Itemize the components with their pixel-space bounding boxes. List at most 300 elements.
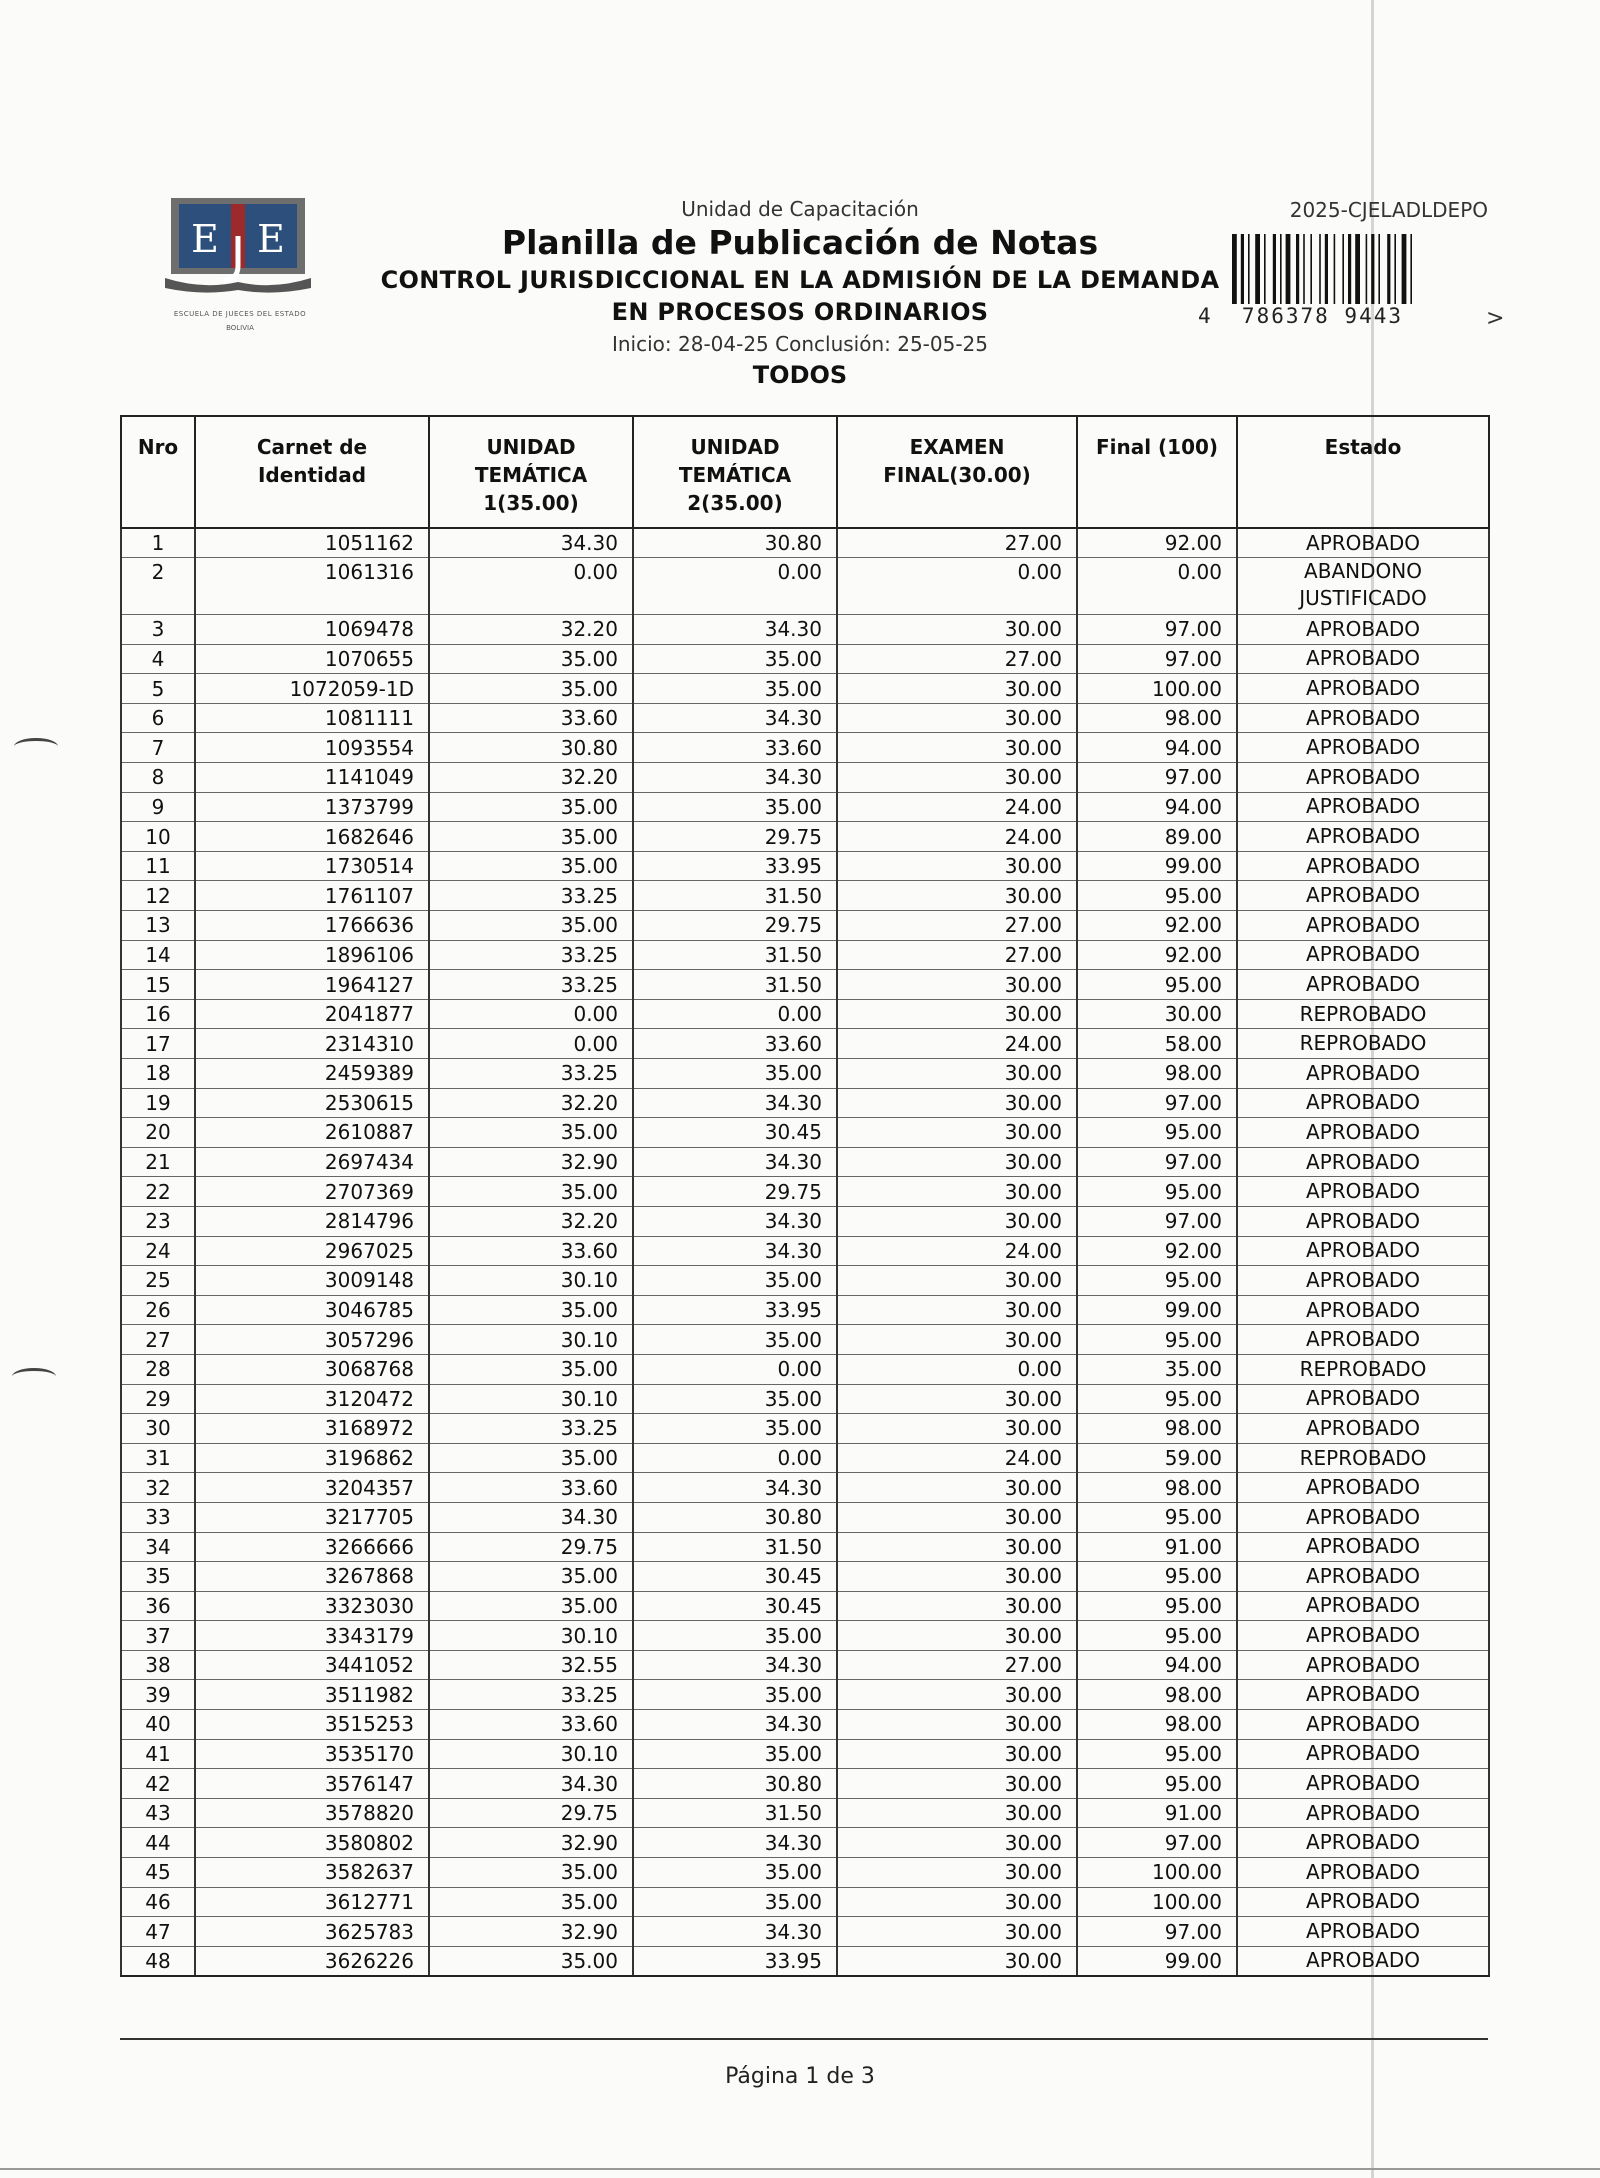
cell-unidad-2: 35.00 xyxy=(633,644,837,674)
cell-final: 89.00 xyxy=(1077,822,1237,852)
cell-unidad-2: 33.95 xyxy=(633,1295,837,1325)
cell-estado: APROBADO xyxy=(1237,1946,1489,1976)
cell-estado: APROBADO xyxy=(1237,674,1489,704)
cell-examen-final: 27.00 xyxy=(837,940,1077,970)
table-row xyxy=(121,528,1489,558)
cell-estado: APROBADO xyxy=(1237,970,1489,1000)
cell-final: 99.00 xyxy=(1077,851,1237,881)
barcode-number: 4 786378 9443 xyxy=(1198,304,1404,328)
cell-unidad-1: 34.30 xyxy=(429,1769,633,1799)
cell-unidad-1: 35.00 xyxy=(429,1177,633,1207)
table-row xyxy=(121,1354,1489,1384)
table-row xyxy=(121,1769,1489,1799)
cell-carnet: 1081111 xyxy=(195,703,429,733)
cell-nro: 20 xyxy=(121,1118,195,1148)
svg-text:E: E xyxy=(191,217,219,261)
cell-nro: 1 xyxy=(121,528,195,558)
cell-estado: APROBADO xyxy=(1237,1621,1489,1651)
table-row xyxy=(121,1147,1489,1177)
cell-nro: 29 xyxy=(121,1384,195,1414)
cell-carnet: 3626226 xyxy=(195,1946,429,1976)
cell-nro: 17 xyxy=(121,1029,195,1059)
cell-carnet: 2041877 xyxy=(195,999,429,1029)
logo-caption-country: BOLIVIA xyxy=(226,324,254,332)
cell-unidad-1: 35.00 xyxy=(429,1118,633,1148)
cell-nro: 13 xyxy=(121,911,195,941)
cell-carnet: 1761107 xyxy=(195,881,429,911)
cell-nro: 18 xyxy=(121,1059,195,1089)
cell-examen-final: 30.00 xyxy=(837,1828,1077,1858)
cell-carnet: 3046785 xyxy=(195,1295,429,1325)
cell-unidad-1: 35.00 xyxy=(429,1887,633,1917)
cell-unidad-1: 35.00 xyxy=(429,1591,633,1621)
course-name-line2: EN PROCESOS ORDINARIOS xyxy=(611,298,989,326)
barcode-icon xyxy=(1228,234,1460,314)
cell-carnet: 3580802 xyxy=(195,1828,429,1858)
cell-nro: 30 xyxy=(121,1414,195,1444)
cell-carnet: 3582637 xyxy=(195,1858,429,1888)
cell-unidad-2: 35.00 xyxy=(633,1325,837,1355)
cell-examen-final: 27.00 xyxy=(837,528,1077,558)
cell-examen-final: 30.00 xyxy=(837,1887,1077,1917)
cell-nro: 16 xyxy=(121,999,195,1029)
cell-estado: APROBADO xyxy=(1237,1739,1489,1769)
cell-final: 100.00 xyxy=(1077,674,1237,704)
cell-final: 94.00 xyxy=(1077,792,1237,822)
cell-carnet: 2314310 xyxy=(195,1029,429,1059)
cell-nro: 43 xyxy=(121,1798,195,1828)
table-row xyxy=(121,1946,1489,1976)
cell-examen-final: 0.00 xyxy=(837,1354,1077,1384)
cell-unidad-2: 0.00 xyxy=(633,1443,837,1473)
chevron-right-icon: > xyxy=(1486,306,1505,331)
cell-estado: APROBADO xyxy=(1237,1650,1489,1680)
cell-nro: 33 xyxy=(121,1502,195,1532)
cell-examen-final: 30.00 xyxy=(837,1798,1077,1828)
document-header xyxy=(300,196,1300,392)
cell-unidad-2: 34.30 xyxy=(633,1088,837,1118)
cell-unidad-1: 30.10 xyxy=(429,1739,633,1769)
cell-estado: APROBADO xyxy=(1237,615,1489,645)
cell-carnet: 3625783 xyxy=(195,1917,429,1947)
cell-carnet: 1373799 xyxy=(195,792,429,822)
cell-estado: APROBADO xyxy=(1237,940,1489,970)
cell-final: 91.00 xyxy=(1077,1798,1237,1828)
table-row xyxy=(121,763,1489,793)
cell-unidad-1: 0.00 xyxy=(429,1029,633,1059)
cell-unidad-2: 34.30 xyxy=(633,1917,837,1947)
cell-final: 98.00 xyxy=(1077,703,1237,733)
cell-estado: APROBADO xyxy=(1237,1147,1489,1177)
cell-nro: 42 xyxy=(121,1769,195,1799)
table-row xyxy=(121,1266,1489,1296)
cell-nro: 44 xyxy=(121,1828,195,1858)
cell-unidad-1: 33.25 xyxy=(429,1059,633,1089)
cell-estado: APROBADO xyxy=(1237,1059,1489,1089)
cell-unidad-2: 33.60 xyxy=(633,733,837,763)
cell-unidad-1: 32.20 xyxy=(429,1088,633,1118)
table-row xyxy=(121,1621,1489,1651)
cell-final: 92.00 xyxy=(1077,1236,1237,1266)
cell-final: 0.00 xyxy=(1077,558,1237,615)
cell-estado: APROBADO xyxy=(1237,911,1489,941)
cell-carnet: 3323030 xyxy=(195,1591,429,1621)
cell-unidad-1: 33.25 xyxy=(429,970,633,1000)
cell-unidad-2: 29.75 xyxy=(633,822,837,852)
table-row xyxy=(121,1206,1489,1236)
cell-carnet: 2967025 xyxy=(195,1236,429,1266)
cell-nro: 10 xyxy=(121,822,195,852)
cell-final: 30.00 xyxy=(1077,999,1237,1029)
cell-unidad-1: 30.10 xyxy=(429,1325,633,1355)
cell-estado: APROBADO xyxy=(1237,792,1489,822)
course-name-line1: CONTROL JURISDICCIONAL EN LA ADMISIÓN DE LA DEMANDA xyxy=(380,266,1220,294)
table-row xyxy=(121,1739,1489,1769)
table-row xyxy=(121,558,1489,615)
table-row xyxy=(121,822,1489,852)
cell-unidad-1: 30.10 xyxy=(429,1384,633,1414)
cell-unidad-2: 0.00 xyxy=(633,1354,837,1384)
cell-final: 92.00 xyxy=(1077,940,1237,970)
cell-nro: 15 xyxy=(121,970,195,1000)
cell-unidad-2: 30.45 xyxy=(633,1562,837,1592)
cell-unidad-1: 32.90 xyxy=(429,1147,633,1177)
table-row xyxy=(121,615,1489,645)
header-nro: Nro xyxy=(121,416,195,528)
cell-examen-final: 30.00 xyxy=(837,1739,1077,1769)
cell-unidad-2: 35.00 xyxy=(633,1887,837,1917)
page-bottom-edge xyxy=(0,2168,1600,2170)
table-row xyxy=(121,1295,1489,1325)
cell-unidad-2: 35.00 xyxy=(633,1680,837,1710)
cell-estado: APROBADO xyxy=(1237,1710,1489,1740)
cell-unidad-2: 35.00 xyxy=(633,674,837,704)
cell-final: 35.00 xyxy=(1077,1354,1237,1384)
cell-carnet: 2697434 xyxy=(195,1147,429,1177)
cell-carnet: 1896106 xyxy=(195,940,429,970)
cell-examen-final: 30.00 xyxy=(837,881,1077,911)
cell-examen-final: 30.00 xyxy=(837,615,1077,645)
cell-estado: APROBADO xyxy=(1237,1591,1489,1621)
cell-unidad-1: 32.20 xyxy=(429,615,633,645)
cell-unidad-1: 33.60 xyxy=(429,1710,633,1740)
cell-nro: 38 xyxy=(121,1650,195,1680)
table-row xyxy=(121,1384,1489,1414)
cell-unidad-1: 35.00 xyxy=(429,1443,633,1473)
cell-final: 97.00 xyxy=(1077,1088,1237,1118)
cell-unidad-1: 35.00 xyxy=(429,822,633,852)
table-row xyxy=(121,703,1489,733)
cell-unidad-1: 32.20 xyxy=(429,763,633,793)
table-row xyxy=(121,1325,1489,1355)
cell-estado: APROBADO xyxy=(1237,1532,1489,1562)
cell-unidad-2: 33.95 xyxy=(633,1946,837,1976)
unit-label: Unidad de Capacitación xyxy=(681,197,919,221)
cell-final: 99.00 xyxy=(1077,1946,1237,1976)
cell-final: 97.00 xyxy=(1077,644,1237,674)
cell-final: 95.00 xyxy=(1077,1562,1237,1592)
cell-estado: REPROBADO xyxy=(1237,999,1489,1029)
table-body xyxy=(121,528,1489,1976)
cell-examen-final: 27.00 xyxy=(837,644,1077,674)
cell-unidad-2: 31.50 xyxy=(633,940,837,970)
cell-final: 95.00 xyxy=(1077,1502,1237,1532)
table-row xyxy=(121,851,1489,881)
cell-final: 98.00 xyxy=(1077,1059,1237,1089)
cell-estado: APROBADO xyxy=(1237,1562,1489,1592)
table-row xyxy=(121,1650,1489,1680)
cell-examen-final: 30.00 xyxy=(837,970,1077,1000)
cell-carnet: 1093554 xyxy=(195,733,429,763)
cell-final: 95.00 xyxy=(1077,1769,1237,1799)
table-row xyxy=(121,1088,1489,1118)
cell-nro: 47 xyxy=(121,1917,195,1947)
cell-estado: APROBADO xyxy=(1237,1236,1489,1266)
cell-estado: APROBADO xyxy=(1237,528,1489,558)
cell-unidad-2: 35.00 xyxy=(633,1266,837,1296)
cell-final: 95.00 xyxy=(1077,1591,1237,1621)
cell-carnet: 3576147 xyxy=(195,1769,429,1799)
cell-examen-final: 30.00 xyxy=(837,1562,1077,1592)
cell-unidad-2: 35.00 xyxy=(633,1414,837,1444)
cell-estado: APROBADO xyxy=(1237,1828,1489,1858)
table-row xyxy=(121,1858,1489,1888)
cell-nro: 5 xyxy=(121,674,195,704)
cell-carnet: 1766636 xyxy=(195,911,429,941)
cell-examen-final: 30.00 xyxy=(837,1680,1077,1710)
cell-examen-final: 30.00 xyxy=(837,1858,1077,1888)
cell-unidad-1: 35.00 xyxy=(429,1562,633,1592)
cell-examen-final: 30.00 xyxy=(837,1621,1077,1651)
cell-estado: APROBADO xyxy=(1237,644,1489,674)
cell-nro: 32 xyxy=(121,1473,195,1503)
cell-estado: APROBADO xyxy=(1237,1295,1489,1325)
cell-examen-final: 30.00 xyxy=(837,1059,1077,1089)
cell-carnet: 3612771 xyxy=(195,1887,429,1917)
cell-carnet: 3266666 xyxy=(195,1532,429,1562)
cell-examen-final: 30.00 xyxy=(837,1917,1077,1947)
header-carnet: Carnet de Identidad xyxy=(195,416,429,528)
cell-unidad-2: 31.50 xyxy=(633,1798,837,1828)
cell-nro: 7 xyxy=(121,733,195,763)
cell-examen-final: 30.00 xyxy=(837,1206,1077,1236)
cell-nro: 23 xyxy=(121,1206,195,1236)
cell-final: 98.00 xyxy=(1077,1680,1237,1710)
cell-carnet: 3204357 xyxy=(195,1473,429,1503)
table-row xyxy=(121,1917,1489,1947)
cell-nro: 3 xyxy=(121,615,195,645)
cell-unidad-1: 30.10 xyxy=(429,1266,633,1296)
cell-final: 95.00 xyxy=(1077,1384,1237,1414)
cell-examen-final: 30.00 xyxy=(837,1473,1077,1503)
cell-estado: REPROBADO xyxy=(1237,1029,1489,1059)
table-header-row xyxy=(121,416,1489,528)
cell-examen-final: 30.00 xyxy=(837,999,1077,1029)
cell-carnet: 2530615 xyxy=(195,1088,429,1118)
table-row xyxy=(121,999,1489,1029)
cell-final: 92.00 xyxy=(1077,911,1237,941)
table-row xyxy=(121,911,1489,941)
table-row xyxy=(121,1177,1489,1207)
cell-estado: APROBADO xyxy=(1237,851,1489,881)
cell-final: 97.00 xyxy=(1077,1828,1237,1858)
cell-examen-final: 24.00 xyxy=(837,1443,1077,1473)
cell-unidad-1: 32.90 xyxy=(429,1917,633,1947)
cell-unidad-2: 34.30 xyxy=(633,1206,837,1236)
cell-final: 97.00 xyxy=(1077,1147,1237,1177)
cell-estado: APROBADO xyxy=(1237,763,1489,793)
cell-unidad-1: 30.80 xyxy=(429,733,633,763)
cell-unidad-1: 35.00 xyxy=(429,1858,633,1888)
cell-nro: 19 xyxy=(121,1088,195,1118)
cell-examen-final: 30.00 xyxy=(837,1177,1077,1207)
cell-unidad-1: 32.55 xyxy=(429,1650,633,1680)
cell-unidad-2: 34.30 xyxy=(633,615,837,645)
cell-estado: APROBADO xyxy=(1237,703,1489,733)
header-unidad-2: UNIDAD TEMÁTICA 2(35.00) xyxy=(633,416,837,528)
table-row xyxy=(121,1236,1489,1266)
table-row xyxy=(121,1828,1489,1858)
cell-examen-final: 27.00 xyxy=(837,1650,1077,1680)
table-row xyxy=(121,1798,1489,1828)
cell-nro: 34 xyxy=(121,1532,195,1562)
course-code: 2025-CJELADLDEPO xyxy=(1289,198,1488,222)
cell-final: 95.00 xyxy=(1077,1621,1237,1651)
cell-unidad-2: 29.75 xyxy=(633,911,837,941)
header-examen-final: EXAMEN FINAL(30.00) xyxy=(837,416,1077,528)
cell-nro: 36 xyxy=(121,1591,195,1621)
table-row xyxy=(121,1473,1489,1503)
table-row xyxy=(121,644,1489,674)
cell-estado: APROBADO xyxy=(1237,1917,1489,1947)
cell-examen-final: 30.00 xyxy=(837,1147,1077,1177)
cell-nro: 11 xyxy=(121,851,195,881)
cell-nro: 6 xyxy=(121,703,195,733)
cell-nro: 2 xyxy=(121,558,195,615)
cell-examen-final: 30.00 xyxy=(837,733,1077,763)
table-row xyxy=(121,1680,1489,1710)
course-dates: Inicio: 28-04-25 Conclusión: 25-05-25 xyxy=(611,332,989,356)
table-row xyxy=(121,1591,1489,1621)
cell-examen-final: 30.00 xyxy=(837,1325,1077,1355)
cell-unidad-1: 35.00 xyxy=(429,792,633,822)
cell-final: 95.00 xyxy=(1077,1739,1237,1769)
cell-unidad-2: 33.95 xyxy=(633,851,837,881)
cell-nro: 25 xyxy=(121,1266,195,1296)
cell-unidad-1: 34.30 xyxy=(429,1502,633,1532)
cell-unidad-2: 31.50 xyxy=(633,1532,837,1562)
grades-table xyxy=(120,415,1490,1977)
cell-unidad-2: 35.00 xyxy=(633,1739,837,1769)
cell-unidad-2: 35.00 xyxy=(633,1059,837,1089)
cell-nro: 9 xyxy=(121,792,195,822)
cell-estado: APROBADO xyxy=(1237,1798,1489,1828)
cell-unidad-2: 34.30 xyxy=(633,1710,837,1740)
cell-nro: 39 xyxy=(121,1680,195,1710)
cell-final: 99.00 xyxy=(1077,1295,1237,1325)
cell-nro: 37 xyxy=(121,1621,195,1651)
cell-final: 98.00 xyxy=(1077,1473,1237,1503)
cell-final: 92.00 xyxy=(1077,528,1237,558)
table-row xyxy=(121,1029,1489,1059)
cell-carnet: 1141049 xyxy=(195,763,429,793)
cell-estado: APROBADO xyxy=(1237,1414,1489,1444)
table-row xyxy=(121,940,1489,970)
cell-unidad-1: 33.25 xyxy=(429,940,633,970)
cell-examen-final: 30.00 xyxy=(837,703,1077,733)
cell-examen-final: 30.00 xyxy=(837,1946,1077,1976)
cell-unidad-2: 34.30 xyxy=(633,763,837,793)
cell-nro: 14 xyxy=(121,940,195,970)
cell-nro: 28 xyxy=(121,1354,195,1384)
cell-examen-final: 30.00 xyxy=(837,1414,1077,1444)
cell-estado: REPROBADO xyxy=(1237,1443,1489,1473)
cell-carnet: 1070655 xyxy=(195,644,429,674)
cell-estado: APROBADO xyxy=(1237,822,1489,852)
cell-unidad-1: 0.00 xyxy=(429,558,633,615)
cell-nro: 48 xyxy=(121,1946,195,1976)
cell-carnet: 1682646 xyxy=(195,822,429,852)
cell-unidad-1: 33.60 xyxy=(429,1236,633,1266)
cell-unidad-2: 34.30 xyxy=(633,1650,837,1680)
scope-label: TODOS xyxy=(752,361,848,389)
cell-estado: APROBADO xyxy=(1237,1384,1489,1414)
cell-unidad-1: 33.60 xyxy=(429,703,633,733)
cell-unidad-2: 30.80 xyxy=(633,1502,837,1532)
cell-unidad-1: 35.00 xyxy=(429,1354,633,1384)
cell-examen-final: 30.00 xyxy=(837,763,1077,793)
cell-estado: APROBADO xyxy=(1237,1266,1489,1296)
cell-examen-final: 30.00 xyxy=(837,1295,1077,1325)
cell-carnet: 3441052 xyxy=(195,1650,429,1680)
cell-examen-final: 30.00 xyxy=(837,674,1077,704)
cell-unidad-1: 33.25 xyxy=(429,1414,633,1444)
cell-unidad-2: 30.80 xyxy=(633,1769,837,1799)
header-final: Final (100) xyxy=(1077,416,1237,528)
cell-carnet: 3196862 xyxy=(195,1443,429,1473)
table-row xyxy=(121,1059,1489,1089)
cell-carnet: 3267868 xyxy=(195,1562,429,1592)
cell-unidad-2: 29.75 xyxy=(633,1177,837,1207)
cell-unidad-2: 31.50 xyxy=(633,881,837,911)
table-row xyxy=(121,1562,1489,1592)
cell-carnet: 1072059-1D xyxy=(195,674,429,704)
cell-carnet: 3068768 xyxy=(195,1354,429,1384)
table-row xyxy=(121,1710,1489,1740)
cell-examen-final: 30.00 xyxy=(837,1591,1077,1621)
cell-carnet: 3578820 xyxy=(195,1798,429,1828)
cell-unidad-2: 0.00 xyxy=(633,558,837,615)
binder-hole-mark xyxy=(14,738,58,755)
table-row xyxy=(121,1532,1489,1562)
cell-unidad-1: 32.20 xyxy=(429,1206,633,1236)
cell-estado: APROBADO xyxy=(1237,1325,1489,1355)
cell-carnet: 3535170 xyxy=(195,1739,429,1769)
cell-examen-final: 30.00 xyxy=(837,1266,1077,1296)
cell-unidad-2: 33.60 xyxy=(633,1029,837,1059)
cell-unidad-2: 34.30 xyxy=(633,1828,837,1858)
cell-unidad-2: 0.00 xyxy=(633,999,837,1029)
cell-nro: 41 xyxy=(121,1739,195,1769)
cell-examen-final: 27.00 xyxy=(837,911,1077,941)
cell-nro: 21 xyxy=(121,1147,195,1177)
cell-unidad-2: 34.30 xyxy=(633,1147,837,1177)
cell-examen-final: 30.00 xyxy=(837,1532,1077,1562)
cell-nro: 45 xyxy=(121,1858,195,1888)
cell-carnet: 3217705 xyxy=(195,1502,429,1532)
cell-final: 98.00 xyxy=(1077,1710,1237,1740)
cell-estado: APROBADO xyxy=(1237,1502,1489,1532)
